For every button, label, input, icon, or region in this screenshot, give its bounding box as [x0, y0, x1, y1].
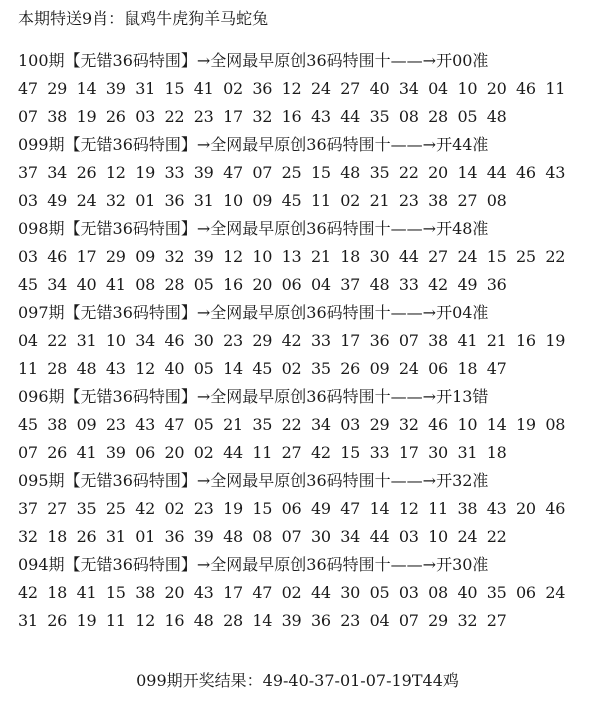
draw-result-line: 099期开奖结果：49-40-37-01-07-19T44鸡: [136, 671, 459, 690]
entry-list: [18, 47, 588, 635]
number-cell: 26: [105, 107, 126, 126]
number-cell: 47: [18, 79, 38, 98]
number-cell: 07: [398, 331, 419, 350]
number-cell: 41: [457, 331, 478, 350]
number-cell: 45: [281, 191, 302, 210]
number-cell: 25: [105, 499, 126, 518]
number-cell: 38: [47, 415, 68, 434]
number-row: [18, 607, 588, 635]
number-cell: 47: [486, 359, 507, 378]
number-cell: 49: [457, 275, 478, 294]
number-cell: 32: [18, 527, 38, 546]
number-cell: 21: [486, 331, 507, 350]
issue-header: 096期【无错36码特围】→全网最早原创36码特围十——→开13错: [18, 387, 489, 406]
number-cell: 22: [281, 415, 302, 434]
number-cell: 14: [369, 499, 390, 518]
number-cell: 09: [76, 415, 97, 434]
issue-header: 098期【无错36码特围】→全网最早原创36码特围十——→开48准: [18, 219, 489, 238]
number-cell: 25: [281, 163, 302, 182]
number-cell: 39: [281, 611, 302, 630]
number-cell: 22: [47, 331, 68, 350]
number-row: [18, 355, 588, 383]
number-row: [18, 439, 588, 467]
issue-entry: [18, 299, 588, 383]
number-cell: 48: [486, 107, 507, 126]
number-row: [18, 75, 588, 103]
number-cell: 02: [193, 443, 214, 462]
number-cell: 02: [340, 191, 361, 210]
number-cell: 32: [457, 611, 478, 630]
number-cell: 17: [76, 247, 97, 266]
issue-header: 097期【无错36码特围】→全网最早原创36码特围十——→开04准: [18, 303, 489, 322]
number-cell: 41: [76, 443, 97, 462]
number-cell: 09: [252, 191, 273, 210]
number-cell: 11: [105, 611, 126, 630]
number-cell: 01: [135, 527, 155, 546]
issue-entry: [18, 383, 588, 467]
number-cell: 18: [486, 443, 507, 462]
number-cell: 41: [76, 583, 97, 602]
number-cell: 07: [18, 107, 38, 126]
number-cell: 42: [135, 499, 155, 518]
number-cell: 31: [105, 527, 126, 546]
number-cell: 18: [47, 527, 68, 546]
number-cell: 18: [457, 359, 478, 378]
number-cell: 46: [516, 163, 536, 182]
number-cell: 10: [428, 527, 448, 546]
number-cell: 31: [135, 79, 155, 98]
number-cell: 38: [47, 107, 68, 126]
number-cell: 18: [340, 247, 361, 266]
number-cell: 46: [164, 331, 185, 350]
number-cell: 36: [252, 79, 273, 98]
number-cell: 44: [310, 583, 331, 602]
number-cell: 12: [223, 247, 243, 266]
number-cell: 27: [486, 611, 507, 630]
number-cell: 26: [47, 443, 68, 462]
number-cell: 29: [47, 79, 68, 98]
number-cell: 47: [252, 583, 273, 602]
number-cell: 06: [281, 275, 302, 294]
number-cell: 44: [223, 443, 243, 462]
number-cell: 36: [164, 191, 185, 210]
number-cell: 26: [76, 527, 97, 546]
number-cell: 42: [18, 583, 38, 602]
number-cell: 20: [164, 583, 185, 602]
number-cell: 04: [310, 275, 331, 294]
number-cell: 33: [310, 331, 331, 350]
number-cell: 41: [105, 275, 126, 294]
number-cell: 06: [135, 443, 155, 462]
number-cell: 49: [47, 191, 68, 210]
number-cell: 11: [18, 359, 38, 378]
number-cell: 03: [18, 191, 38, 210]
number-cell: 19: [135, 163, 155, 182]
number-cell: 32: [105, 191, 126, 210]
number-cell: 24: [545, 583, 566, 602]
number-cell: 32: [164, 247, 185, 266]
number-cell: 45: [252, 359, 273, 378]
number-cell: 42: [428, 275, 448, 294]
number-cell: 29: [105, 247, 126, 266]
number-cell: 01: [135, 191, 155, 210]
number-cell: 35: [369, 163, 390, 182]
number-cell: 24: [310, 79, 331, 98]
number-cell: 34: [340, 527, 361, 546]
number-cell: 30: [369, 247, 390, 266]
number-cell: 12: [135, 611, 155, 630]
number-cell: 35: [486, 583, 507, 602]
number-cell: 27: [340, 79, 361, 98]
number-cell: 47: [340, 499, 361, 518]
number-cell: 03: [18, 247, 38, 266]
number-cell: 34: [310, 415, 331, 434]
number-cell: 25: [516, 247, 536, 266]
number-cell: 08: [545, 415, 566, 434]
number-cell: 22: [164, 107, 185, 126]
number-cell: 31: [18, 611, 38, 630]
number-cell: 04: [369, 611, 390, 630]
number-cell: 33: [164, 163, 185, 182]
number-cell: 05: [193, 415, 214, 434]
number-cell: 33: [369, 443, 390, 462]
number-cell: 44: [340, 107, 361, 126]
number-cell: 09: [369, 359, 390, 378]
number-cell: 32: [252, 107, 273, 126]
number-cell: 35: [310, 359, 331, 378]
number-cell: 29: [369, 415, 390, 434]
number-cell: 15: [164, 79, 185, 98]
number-cell: 26: [340, 359, 361, 378]
number-cell: 41: [193, 79, 214, 98]
number-cell: 40: [164, 359, 185, 378]
number-cell: 24: [457, 247, 478, 266]
number-row: [18, 495, 588, 523]
number-row: [18, 327, 588, 355]
number-cell: 38: [135, 583, 155, 602]
number-cell: 10: [457, 415, 478, 434]
number-cell: 11: [545, 79, 566, 98]
issue-entry: [18, 551, 588, 635]
number-cell: 24: [398, 359, 419, 378]
number-cell: 21: [369, 191, 390, 210]
number-cell: 46: [47, 247, 68, 266]
number-cell: 45: [18, 275, 38, 294]
number-cell: 43: [105, 359, 126, 378]
number-cell: 43: [545, 163, 566, 182]
number-cell: 19: [516, 415, 536, 434]
issue-entry: [18, 131, 588, 215]
issue-header: 095期【无错36码特围】→全网最早原创36码特围十——→开32准: [18, 471, 489, 490]
number-cell: 30: [428, 443, 448, 462]
number-cell: 37: [18, 499, 38, 518]
number-cell: 10: [252, 247, 273, 266]
number-cell: 23: [193, 499, 214, 518]
number-cell: 22: [486, 527, 507, 546]
number-cell: 06: [281, 499, 302, 518]
issue-header: 099期【无错36码特围】→全网最早原创36码特围十——→开44准: [18, 135, 489, 154]
number-cell: 22: [398, 163, 419, 182]
number-cell: 23: [223, 331, 243, 350]
number-cell: 17: [223, 107, 243, 126]
number-cell: 14: [252, 611, 273, 630]
number-cell: 02: [223, 79, 243, 98]
number-cell: 27: [281, 443, 302, 462]
number-cell: 05: [193, 359, 214, 378]
number-cell: 35: [252, 415, 273, 434]
number-row: [18, 579, 588, 607]
number-cell: 15: [310, 163, 331, 182]
number-cell: 15: [252, 499, 273, 518]
number-cell: 26: [76, 163, 97, 182]
number-cell: 37: [18, 163, 38, 182]
issue-entry: [18, 215, 588, 299]
number-cell: 10: [105, 331, 126, 350]
number-cell: 43: [486, 499, 507, 518]
number-cell: 21: [223, 415, 243, 434]
number-cell: 36: [369, 331, 390, 350]
number-cell: 15: [486, 247, 507, 266]
number-cell: 16: [281, 107, 302, 126]
number-cell: 43: [193, 583, 214, 602]
number-cell: 17: [223, 583, 243, 602]
number-cell: 35: [369, 107, 390, 126]
number-cell: 27: [457, 191, 478, 210]
number-cell: 15: [340, 443, 361, 462]
number-cell: 03: [135, 107, 155, 126]
number-cell: 35: [76, 499, 97, 518]
number-cell: 49: [310, 499, 331, 518]
number-cell: 43: [310, 107, 331, 126]
number-cell: 02: [164, 499, 185, 518]
number-cell: 29: [252, 331, 273, 350]
number-cell: 46: [516, 79, 536, 98]
number-cell: 05: [193, 275, 214, 294]
number-cell: 04: [18, 331, 38, 350]
number-row: [18, 523, 588, 551]
number-cell: 44: [369, 527, 390, 546]
number-cell: 31: [76, 331, 97, 350]
number-cell: 13: [281, 247, 302, 266]
number-cell: 02: [281, 583, 302, 602]
number-cell: 03: [398, 583, 419, 602]
number-cell: 39: [105, 79, 126, 98]
number-cell: 19: [223, 499, 243, 518]
number-cell: 10: [223, 191, 243, 210]
number-cell: 32: [398, 415, 419, 434]
number-row: [18, 411, 588, 439]
number-cell: 23: [340, 611, 361, 630]
number-cell: 02: [281, 359, 302, 378]
number-cell: 29: [428, 611, 448, 630]
number-cell: 39: [105, 443, 126, 462]
number-cell: 03: [340, 415, 361, 434]
number-cell: 38: [457, 499, 478, 518]
number-cell: 23: [398, 191, 419, 210]
number-cell: 12: [135, 359, 155, 378]
number-cell: 48: [193, 611, 214, 630]
number-cell: 27: [47, 499, 68, 518]
number-cell: 19: [76, 107, 97, 126]
number-cell: 34: [135, 331, 155, 350]
number-cell: 09: [135, 247, 155, 266]
number-cell: 23: [105, 415, 126, 434]
number-cell: 34: [398, 79, 419, 98]
number-cell: 42: [281, 331, 302, 350]
number-cell: 08: [398, 107, 419, 126]
number-cell: 23: [193, 107, 214, 126]
number-cell: 06: [516, 583, 536, 602]
issue-entry: [18, 467, 588, 551]
number-cell: 48: [369, 275, 390, 294]
number-cell: 14: [486, 415, 507, 434]
number-cell: 20: [164, 443, 185, 462]
number-cell: 44: [398, 247, 419, 266]
number-cell: 08: [428, 583, 448, 602]
number-cell: 08: [135, 275, 155, 294]
number-cell: 16: [223, 275, 243, 294]
number-cell: 40: [457, 583, 478, 602]
number-cell: 06: [428, 359, 448, 378]
number-cell: 46: [428, 415, 448, 434]
number-cell: 38: [428, 331, 448, 350]
number-cell: 11: [428, 499, 448, 518]
number-cell: 16: [516, 331, 536, 350]
number-cell: 34: [47, 163, 68, 182]
number-cell: 28: [47, 359, 68, 378]
issue-header: 100期【无错36码特围】→全网最早原创36码特围十——→开00准: [18, 51, 489, 70]
number-cell: 03: [398, 527, 419, 546]
number-cell: 47: [223, 163, 243, 182]
number-cell: 44: [486, 163, 507, 182]
number-row: [18, 187, 588, 215]
number-cell: 37: [340, 275, 361, 294]
number-cell: 07: [281, 527, 302, 546]
number-cell: 14: [223, 359, 243, 378]
number-cell: 20: [252, 275, 273, 294]
number-cell: 31: [457, 443, 478, 462]
number-cell: 36: [310, 611, 331, 630]
number-cell: 21: [310, 247, 331, 266]
number-cell: 10: [457, 79, 478, 98]
number-cell: 24: [76, 191, 97, 210]
number-cell: 48: [76, 359, 97, 378]
number-cell: 07: [252, 163, 273, 182]
number-cell: 40: [369, 79, 390, 98]
number-cell: 39: [193, 163, 214, 182]
number-cell: 42: [310, 443, 331, 462]
number-cell: 48: [340, 163, 361, 182]
number-cell: 22: [545, 247, 566, 266]
number-cell: 43: [135, 415, 155, 434]
number-cell: 38: [428, 191, 448, 210]
number-cell: 27: [428, 247, 448, 266]
number-cell: 18: [47, 583, 68, 602]
number-cell: 12: [398, 499, 419, 518]
number-cell: 30: [340, 583, 361, 602]
number-cell: 12: [105, 163, 126, 182]
number-cell: 05: [457, 107, 478, 126]
number-cell: 19: [76, 611, 97, 630]
number-cell: 14: [76, 79, 97, 98]
number-cell: 16: [164, 611, 185, 630]
number-row: [18, 159, 588, 187]
number-cell: 11: [310, 191, 331, 210]
number-cell: 46: [545, 499, 566, 518]
number-cell: 17: [398, 443, 419, 462]
number-cell: 48: [223, 527, 243, 546]
number-row: [18, 243, 588, 271]
number-cell: 26: [47, 611, 68, 630]
number-cell: 36: [164, 527, 185, 546]
number-cell: 11: [252, 443, 273, 462]
number-cell: 30: [310, 527, 331, 546]
number-cell: 05: [369, 583, 390, 602]
number-cell: 08: [252, 527, 273, 546]
number-cell: 36: [486, 275, 507, 294]
number-cell: 34: [47, 275, 68, 294]
number-cell: 07: [18, 443, 38, 462]
number-cell: 39: [193, 247, 214, 266]
number-cell: 24: [457, 527, 478, 546]
number-cell: 45: [18, 415, 38, 434]
number-cell: 40: [76, 275, 97, 294]
number-cell: 39: [193, 527, 214, 546]
number-cell: 28: [223, 611, 243, 630]
number-cell: 33: [398, 275, 419, 294]
number-cell: 20: [486, 79, 507, 98]
issue-entry: [18, 47, 588, 131]
number-cell: 08: [486, 191, 507, 210]
number-cell: 31: [193, 191, 214, 210]
number-cell: 47: [164, 415, 185, 434]
intro-line: 本期特送9肖：鼠鸡牛虎狗羊马蛇兔: [18, 9, 269, 28]
number-cell: 20: [516, 499, 536, 518]
issue-header: 094期【无错36码特围】→全网最早原创36码特围十——→开30准: [18, 555, 489, 574]
number-cell: 14: [457, 163, 478, 182]
number-cell: 20: [428, 163, 448, 182]
number-cell: 15: [105, 583, 126, 602]
number-row: [18, 103, 588, 131]
number-cell: 30: [193, 331, 214, 350]
number-cell: 28: [164, 275, 185, 294]
number-cell: 12: [281, 79, 302, 98]
number-row: [18, 271, 588, 299]
number-cell: 28: [428, 107, 448, 126]
number-cell: 17: [340, 331, 361, 350]
number-cell: 07: [398, 611, 419, 630]
number-cell: 19: [545, 331, 566, 350]
number-cell: 04: [428, 79, 448, 98]
